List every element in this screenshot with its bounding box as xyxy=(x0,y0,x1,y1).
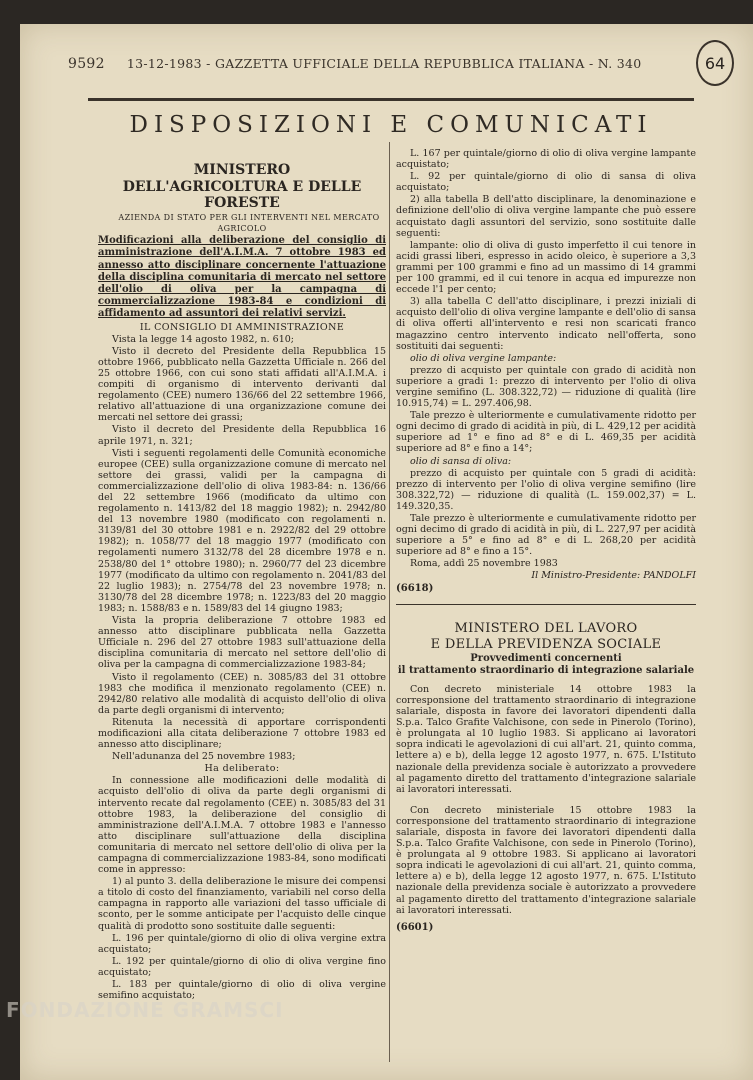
reference-code: (6618) xyxy=(396,582,434,594)
resolved-heading: Ha deliberato: xyxy=(204,763,280,775)
paragraph: Visto il regolamento (CEE) n. 3085/83 del 31 ottobre 1983 che modifica il menzionato regolamento (CEE) n. 2942/80 relativo alle modalità di acquisto dell'olio di oliva da parte degli organismi di intervento; xyxy=(98,671,386,716)
running-header xyxy=(68,56,668,72)
paragraph: In connessione alle modificazioni delle modalità di acquisto dell'olio di oliva da parte degli organismi di intervento recate dal regolamento (CEE) n. 3085/83 del 31 ottobre 1983, la deliberazione del consiglio di amministrazione dell'A.I.M.A. 7 ottobre 1983 e l'annesso atto disciplinare sull'attuazione della disciplina comunitaria di mercato nel settore dell'olio di oliva per la campagna di commercializzazione 1983-84, sono modificati come in appresso: xyxy=(98,775,386,876)
paragraph: olio di oliva vergine lampante: xyxy=(410,352,557,364)
paragraph: olio di sansa di oliva: xyxy=(410,455,512,467)
ministry-heading: MINISTERO DEL LAVORO xyxy=(454,620,638,636)
paragraph: L. 183 per quintale/giorno di olio di oliva vergine semifino acquistato; xyxy=(98,979,386,1002)
watermark: FONDAZIONE GRAMSCI xyxy=(6,998,284,1022)
paragraph: Tale prezzo è ulteriormente e cumulativamente ridotto per ogni decimo di grado di acidità in più, di L. 227,97 per acidità superiore a 5° e fino ad 8° e di L. 268,20 per acidità superiore ad 8° e fino a 15°. xyxy=(396,513,696,558)
right-column xyxy=(396,148,696,934)
header-rule xyxy=(88,98,694,101)
paragraph: L. 92 per quintale/giorno di olio di sansa di oliva acquistato; xyxy=(396,171,696,194)
agency-subheading: AZIENDA DI STATO PER GLI INTERVENTI NEL MERCATO AGRICOLO xyxy=(118,213,380,234)
left-column xyxy=(98,162,386,1002)
ministry-heading: MINISTERO xyxy=(193,162,291,178)
ministry-heading-2: E DELLA PREVIDENZA SOCIALE xyxy=(430,636,662,652)
paragraph: L. 196 per quintale/giorno di olio di oliva vergine extra acquistato; xyxy=(98,932,386,955)
running-title: 13-12-1983 - GAZZETTA UFFICIALE DELLA REPUBBLICA ITALIANA - N. 340 xyxy=(126,56,642,71)
paragraph: Visto il decreto del Presidente della Repubblica 15 ottobre 1966, pubblicato nella Gazzetta Ufficiale n. 266 del 25 ottobre 1966, con cui sono stati affidati all'A.I.M.A. i compiti di organismo di intervento derivanti dal regolamento (CEE) numero 136/66 del 22 settembre 1966, relativo all'attuazione di una organizzazione comune dei mercati nel settore dei grassi; xyxy=(98,345,386,424)
paragraph: L. 167 per quintale/giorno di olio di oliva vergine lampante acquistato; xyxy=(396,148,696,171)
paragraph: 3) alla tabella C dell'atto disciplinare, i prezzi iniziali di acquisto dell'olio di oliva vergine lampante e dell'olio di sansa di oliva offerti all'intervento e resi non scaricati franco magazzino centro intervento indicato nell'offerta, sono sostituiti dai seguenti: xyxy=(396,296,696,352)
paragraph: 1) al punto 3. della deliberazione le misure dei compensi a titolo di costo del finanziamento, variabili nel corso della campagna in rapporto alle variazioni del tasso ufficiale di sconto, per le somme anticipate per l'acquisto delle cinque qualità di prodotto sono sostituite dalle seguenti: xyxy=(98,876,386,932)
notice-heading: Provvedimenti concernenti xyxy=(470,652,622,664)
council-heading: IL CONSIGLIO DI AMMINISTRAZIONE xyxy=(139,321,345,333)
paragraph: Nell'adunanza del 25 novembre 1983; xyxy=(112,751,296,763)
paragraph: Con decreto ministeriale 15 ottobre 1983 la corresponsione del trattamento straordinario di integrazione salariale, disposta in favore dei lavoratori dipendenti dalla S.p.a. Talco Grafite Valchisone, con sede in Pinerolo (Torino), è prolungata al 9 ottobre 1983. Si applicano ai lavoratori sopra indicati le agevolazioni di cui all'art. 21, quinto comma, lettere a) e b), della legge 12 agosto 1977, n. 675. L'Istituto nazionale della previdenza sociale è autorizzato a provvedere al pagamento diretto del trattamento d'integrazione salariale ai lavoratori interessati. xyxy=(396,804,696,916)
ministry-heading-2: DELL'AGRICOLTURA E DELLE FORESTE xyxy=(122,179,362,211)
section-title: DISPOSIZIONI E COMUNICATI xyxy=(129,112,653,138)
paragraph: Visti i seguenti regolamenti delle Comunità economiche europee (CEE) sulla organizzazione comune di mercato nel settore dei grassi, validi per la campagna di commercializzazione dell'olio di oliva 1983-84: n. 136/66 del 22 settembre 1966 (modificato da ultimo con regolamento n. 1413/82 del 18 maggio 1982); n. 2942/80 del 13 novembre 1980 (modificato con regolamenti n. 3139/81 del 30 ottobre 1981 e n. 2922/82 del 29 ottobre 1982); n. 1058/77 del 18 maggio 1977 (modificato con regolamenti numero 3132/78 del 28 dicembre 1978 e n. 2538/80 del 1° ottobre 1980); n. 2960/77 del 23 dicembre 1977 (modificato da ultimo con regolamento n. 2041/83 del 22 luglio 1983); n. 2754/78 del 23 novembre 1978; n. 3130/78 del 28 dicembre 1978; n. 1223/83 del 20 maggio 1983; n. 1588/83 e n. 1589/83 del 14 giugno 1983; xyxy=(98,447,386,614)
paragraph: prezzo di acquisto per quintale con grado di acidità non superiore a gradi 1: prezzo di intervento per l'olio di oliva vergine semifino (L. 308.322,72) — riduzione di qualità (lire 10.915,74) = L. 297.406,98. xyxy=(396,364,696,410)
decree-title: Modificazioni alla deliberazione del consiglio di amministrazione dell'A.I.M.A. 7 ottobre 1983 ed annesso atto disciplinare concernente l'attuazione della disciplina comunitaria di mercato nel settore dell'olio di oliva per la campagna di commercializzazione 1983-84 e condizioni di affidamento ad assuntori dei relativi servizi. xyxy=(98,235,386,320)
column-divider xyxy=(389,142,390,1062)
paragraph: Ritenuta la necessità di apportare corrispondenti modificazioni alla citata deliberazione 7 ottobre 1983 ed annesso atto disciplinare; xyxy=(98,716,386,751)
date-line: Roma, addì 25 novembre 1983 xyxy=(410,558,558,570)
notice-subheading: il trattamento straordinario di integrazione salariale xyxy=(397,664,695,676)
paragraph: Vista la legge 14 agosto 1982, n. 610; xyxy=(112,333,295,345)
paragraph: Visto il decreto del Presidente della Repubblica 16 aprile 1971, n. 321; xyxy=(98,424,386,447)
section-separator xyxy=(396,604,696,605)
paragraph: 2) alla tabella B dell'atto disciplinare, la denominazione e definizione dell'olio di oliva vergine lampante che può essere acquistato dagli assuntori del servizio, sono sostituite dalle seguenti: xyxy=(396,194,696,239)
page-number: 9592 xyxy=(68,56,105,72)
paragraph: Con decreto ministeriale 14 ottobre 1983 la corresponsione del trattamento straordinario di integrazione salariale, disposta in favore dei lavoratori dipendenti dalla S.p.a. Talco Grafite Valchisone, con sede in Pinerolo (Torino), è prolungata al 10 luglio 1983. Si applicano ai lavoratori sopra indicati le agevolazioni di cui all'art. 21, quinto comma, lettere a) e b), della legge 12 agosto 1977, n. 675. L'Istituto nazionale della previdenza sociale è autorizzato a provvedere al pagamento diretto del trattamento d'integrazione salariale ai lavoratori interessati. xyxy=(396,683,696,795)
paragraph: Vista la propria deliberazione 7 ottobre 1983 ed annesso atto disciplinare pubblicata nella Gazzetta Ufficiale n. 296 del 27 ottobre 1983 sull'attuazione della disciplina comunitaria di mercato nel settore dell'olio di oliva per la campagna di commercializzazione 1983-84; xyxy=(98,615,386,671)
reference-code: (6601) xyxy=(396,921,434,933)
paragraph: L. 192 per quintale/giorno di olio di oliva vergine fino acquistato; xyxy=(98,955,386,978)
signature-line: Il Ministro-Presidente: PANDOLFI xyxy=(531,570,696,582)
paragraph: prezzo di acquisto per quintale con 5 gradi di acidità: prezzo di intervento per l'olio di oliva vergine semifino (lire 308.322,72) — riduzione di qualità (L. 159.002,37) = L. 149.320,35. xyxy=(396,467,696,512)
paragraph: Tale prezzo è ulteriormente e cumulativamente ridotto per ogni decimo di grado di acidità in più, di L. 429,12 per acidità superiore ad 1° e fino ad 8° e di L. 469,35 per acidità superiore ad 8° e fino a 14°; xyxy=(396,410,696,455)
handwritten-annotation: 64 xyxy=(696,40,734,86)
paragraph: lampante: olio di oliva di gusto imperfetto il cui tenore in acidi grassi liberi, espresso in acido oleico, è superiore a 3,3 grammi per 100 grammi e fino ad un massimo di 14 grammi per 100 grammi, ed il cui tenore in acqua ed impurezze non eccede l'1 per cento; xyxy=(396,239,696,296)
